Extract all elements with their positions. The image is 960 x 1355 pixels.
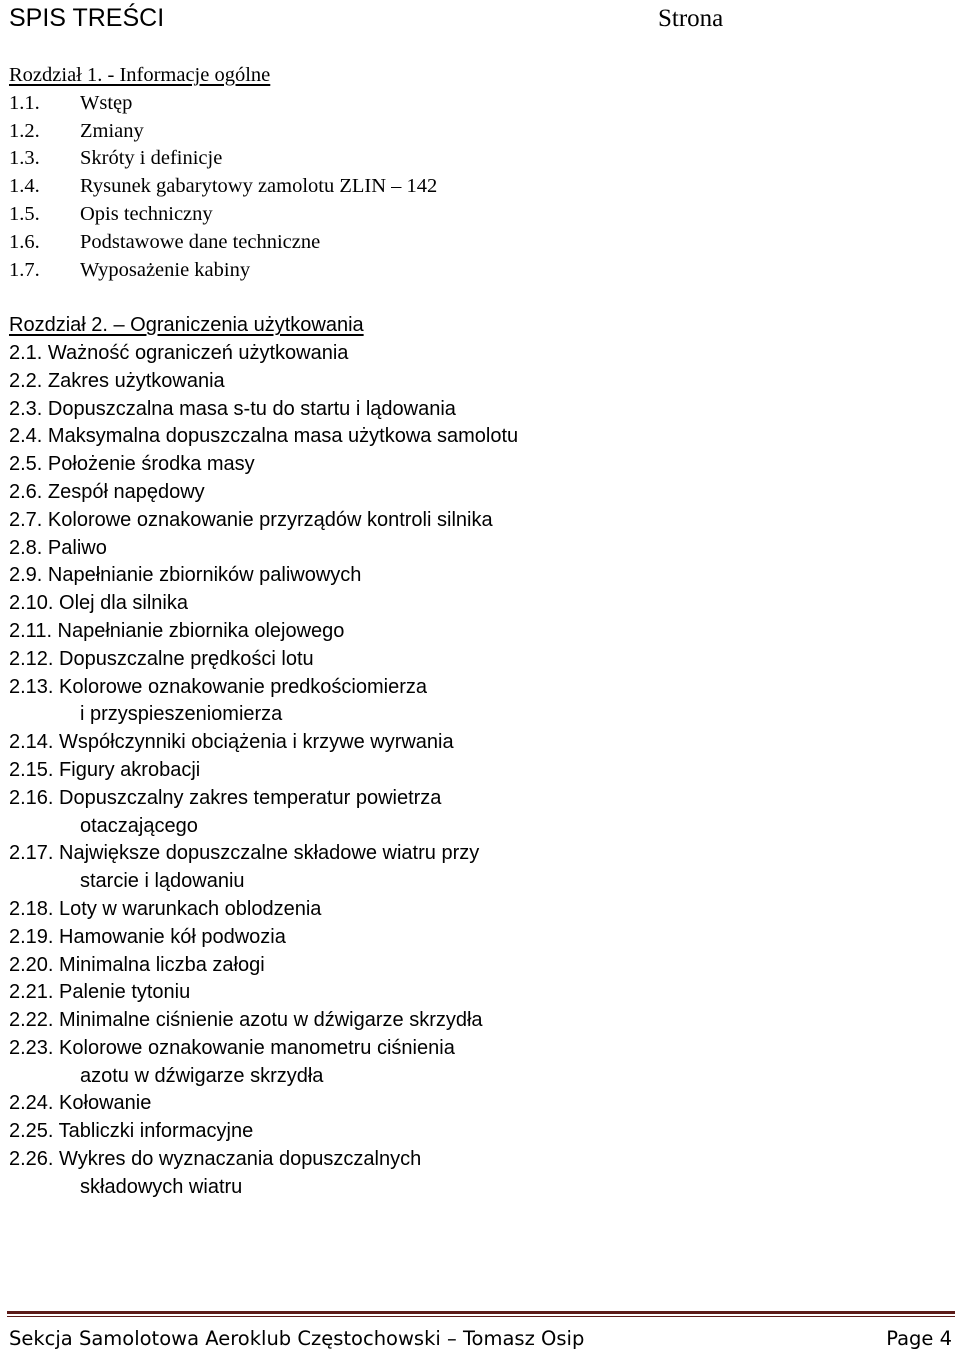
toc-entry-continuation[interactable]: i przyspieszeniomierza (80, 703, 283, 726)
toc-entry[interactable]: 2.9. Napełnianie zbiorników paliwowych (9, 564, 362, 587)
toc-entry[interactable]: 2.8. Paliwo (9, 536, 107, 559)
chapter-2-heading[interactable] (9, 312, 909, 340)
toc-entry[interactable]: 2.12. Dopuszczalne prędkości lotu (9, 647, 314, 670)
chapter-2-items (9, 340, 909, 1202)
toc-entry-continuation[interactable]: azotu w dźwigarze skrzydła (80, 1064, 324, 1087)
toc-entry[interactable]: 2.16. Dopuszczalny zakres temperatur powietrza (9, 786, 442, 809)
toc-entry-text: Skróty i definicje (80, 147, 223, 170)
toc-entry-text: Podstawowe dane techniczne (80, 230, 321, 253)
page-column-label: Strona (658, 5, 724, 32)
toc-entry[interactable]: 2.11. Napełnianie zbiornika olejowego (9, 619, 345, 642)
toc-entry[interactable]: 2.10. Olej dla silnika (9, 592, 188, 615)
toc-entry[interactable]: 2.26. Wykres do wyznaczania dopuszczalnych (9, 1148, 422, 1171)
toc-title: SPIS TREŚCI (9, 4, 165, 32)
toc-entry[interactable]: 2.15. Figury akrobacji (9, 758, 201, 781)
footer-page-number: Page 4 (886, 1327, 952, 1350)
toc-entry[interactable]: 2.5. Położenie środka masy (9, 453, 255, 476)
toc-entry[interactable] (9, 257, 909, 285)
toc-entry[interactable]: 2.24. Kołowanie (9, 1092, 152, 1115)
toc-entry-text: Opis techniczny (80, 202, 213, 225)
toc-entry[interactable] (9, 229, 909, 257)
toc-entry[interactable] (9, 173, 909, 201)
toc-entry[interactable] (9, 118, 909, 146)
toc-entry[interactable] (9, 201, 909, 229)
toc-entry-number: 1.3. (9, 147, 40, 170)
chapter-1-heading[interactable] (9, 62, 909, 90)
toc-entry[interactable]: 2.1. Ważność ograniczeń użytkowania (9, 341, 349, 364)
toc-entry[interactable]: 2.14. Współczynniki obciążenia i krzywe wyrwania (9, 731, 454, 754)
chapter-2-title: Rozdział 2. – Ograniczenia użytkowania (9, 314, 364, 337)
toc-entry[interactable]: 2.3. Dopuszczalna masa s-tu do startu i lądowania (9, 397, 456, 420)
toc-entry[interactable]: 2.19. Hamowanie kół podwozia (9, 925, 286, 948)
chapter-1-title: Rozdział 1. - Informacje ogólne (9, 64, 271, 86)
toc-entry-number: 1.1. (9, 91, 40, 114)
toc-entry-text: Rysunek gabarytowy zamolotu ZLIN – 142 (80, 175, 438, 198)
toc-entry[interactable] (9, 145, 909, 173)
toc-entry[interactable]: 2.2. Zakres użytkowania (9, 369, 225, 392)
toc-entry-number: 1.7. (9, 258, 40, 281)
footer-divider (7, 1311, 955, 1318)
toc-entry[interactable]: 2.6. Zespół napędowy (9, 480, 205, 503)
toc-entry[interactable]: 2.25. Tabliczki informacyjne (9, 1120, 254, 1143)
toc-entry[interactable]: 2.4. Maksymalna dopuszczalna masa użytkowa samolotu (9, 425, 519, 448)
toc-entry-continuation[interactable]: otaczającego (80, 814, 198, 837)
toc-entry[interactable]: 2.21. Palenie tytoniu (9, 981, 191, 1004)
toc-entry[interactable] (9, 90, 909, 118)
footer-divider-thin (7, 1316, 955, 1317)
toc-entry[interactable]: 2.13. Kolorowe oznakowanie predkościomierza (9, 675, 428, 698)
toc-entry-number: 1.5. (9, 202, 40, 225)
toc-entry-text: Wyposażenie kabiny (80, 258, 251, 281)
toc-entry[interactable]: 2.23. Kolorowe oznakowanie manometru ciśnienia (9, 1036, 455, 1059)
toc-entry-number: 1.4. (9, 175, 40, 198)
toc-entry[interactable]: 2.17. Największe dopuszczalne składowe wiatru przy (9, 842, 480, 865)
toc-entry[interactable]: 2.20. Minimalna liczba załogi (9, 953, 265, 976)
toc-entry-number: 1.2. (9, 119, 40, 142)
chapter-1-items (9, 90, 909, 285)
toc-entry-number: 1.6. (9, 230, 40, 253)
toc-entry[interactable]: 2.7. Kolorowe oznakowanie przyrządów kontroli silnika (9, 508, 493, 531)
footer-divider-thick (7, 1311, 955, 1314)
footer-author: Sekcja Samolotowa Aeroklub Częstochowski – Tomasz Osip (9, 1327, 585, 1350)
toc-entry[interactable]: 2.18. Loty w warunkach oblodzenia (9, 897, 322, 920)
table-of-contents (9, 62, 909, 1202)
toc-entry-text: Wstęp (80, 91, 133, 114)
toc-entry-continuation[interactable]: starcie i lądowaniu (80, 870, 245, 893)
toc-entry[interactable]: 2.22. Minimalne ciśnienie azotu w dźwigarze skrzydła (9, 1009, 483, 1032)
toc-entry-text: Zmiany (80, 119, 144, 142)
toc-entry-continuation[interactable]: składowych wiatru (80, 1175, 243, 1198)
